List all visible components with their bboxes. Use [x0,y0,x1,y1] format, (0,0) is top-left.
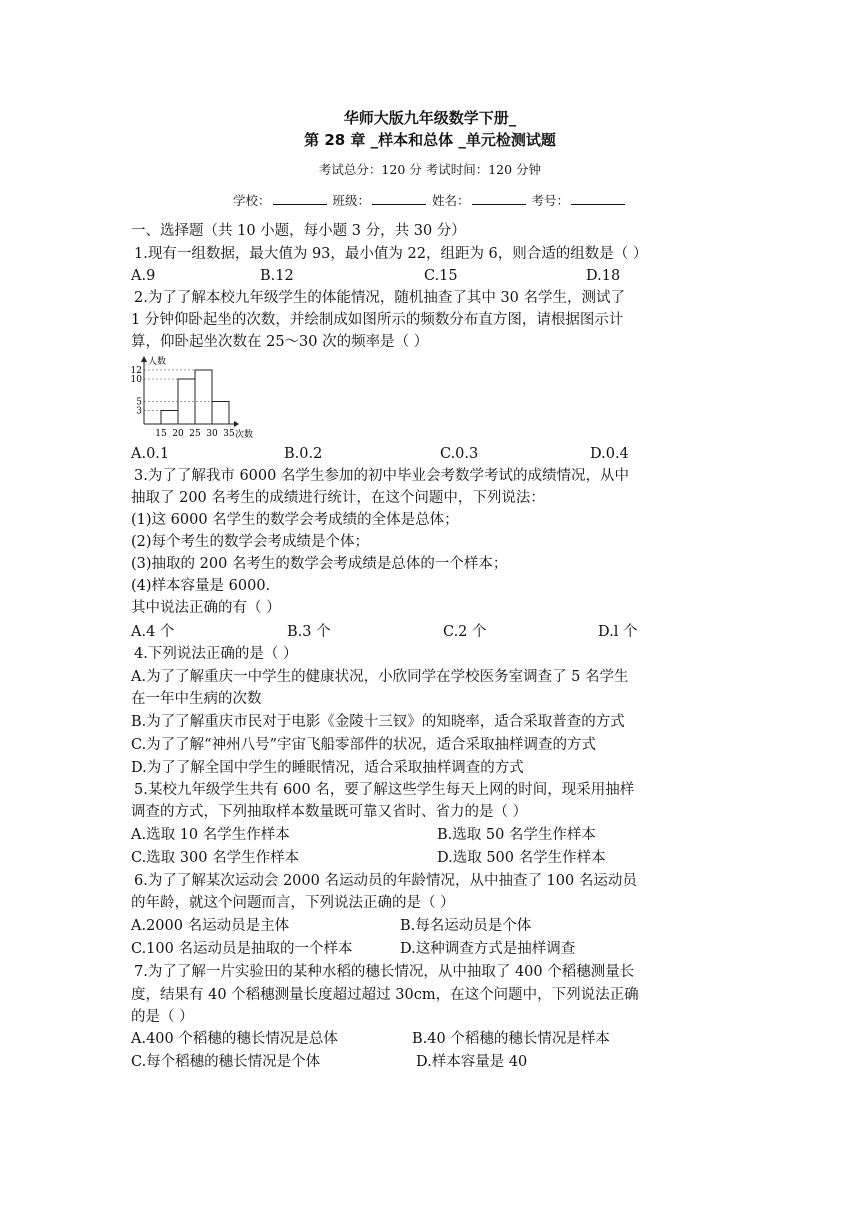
school-label: 学校： [232,193,271,208]
q4-option-a-line-2: 在一年中生病的次数 [131,691,262,707]
q7-option-a: A.400 个稻穗的穗长情况是总体 [131,1031,338,1047]
q1-option-d: D.18 [586,268,621,284]
q3-line-2: 抽取了 200 名考生的成绩进行统计，在这个问题中，下列说法： [131,490,545,506]
q3-statement-3: (3)抽取的 200 名考生的数学会考成绩是总体的一个样本； [131,556,508,572]
q3-statement-4: (4)样本容量是 6000. [131,578,271,594]
q6-option-a: A.2000 名运动员是主体 [131,918,290,934]
histogram-x-label: 次数 [235,430,254,440]
number-label: 考号： [531,193,569,208]
histogram-bar-0 [161,411,178,425]
q5-line-2: 调查的方式，下列抽取样本数量既可靠又省时、省力的是（ ） [131,804,528,820]
q1-option-c: C.15 [424,268,458,284]
q6-option-c: C.100 名运动员是抽取的一个样本 [131,941,353,957]
histogram-x-arrow [234,421,239,427]
q4-stem: 4.下列说法正确的是（ ） [134,646,298,662]
class-label: 班级： [332,193,370,208]
q3-statement-1: (1)这 6000 名学生的数学会考成绩的全体是总体； [131,512,459,528]
frequency-histogram [128,354,268,444]
q3-option-c: C.2 个 [443,624,487,640]
q5-option-d: D.选取 500 名学生作样本 [437,850,606,866]
q7-option-c: C.每个稻穗的穗长情况是个体 [131,1054,321,1070]
q3-option-a: A.4 个 [131,624,175,640]
q4-option-a-line-1: A.为了了解重庆一中学生的健康状况，小欣同学在学校医务室调查了 5 名学生 [131,669,629,685]
q6-line-2: 的年龄，就这个问题而言，下列说法正确的是（ ） [131,895,455,911]
q2-option-c: C.0.3 [440,446,479,462]
q5-option-b: B.选取 50 名学生作样本 [437,827,596,843]
q6-line-1: 6.为了了解某次运动会 2000 名运动员的年龄情况，从中抽查了 100 名运动员 [134,873,637,889]
q2-line-1: 2.为了了解本校九年级学生的体能情况，随机抽查了其中 30 名学生，测试了 [134,290,626,306]
q2-line-3: 算，仰卧起坐次数在 25～30 次的频率是（ ） [131,334,429,350]
q7-line-3: 的是（ ） [131,1009,194,1025]
histogram-x-tick-3: 30 [206,429,218,439]
q1-option-a: A.9 [131,268,156,284]
q5-option-c: C.选取 300 名学生作样本 [131,850,300,866]
q3-statement-2: (2)每个考生的数学会考成绩是个体； [131,534,370,550]
q7-line-1: 7.为了了解一片实验田的某种水稻的穗长情况，从中抽取了 400 个稻穗测量长 [134,964,635,980]
q4-option-c: C.为了了解“神州八号”宇宙飞船零部件的状况，适合采取抽样调查的方式 [131,737,597,753]
histogram-x-tick-1: 20 [172,429,184,439]
q1-option-b: B.12 [260,268,294,284]
exam-info: 考试总分：120 分 考试时间：120 分钟 [318,162,542,177]
histogram-bar-3 [212,402,229,425]
q3-option-d: D.l 个 [598,624,638,640]
q2-option-b: B.0.2 [284,446,323,462]
class-blank [372,192,426,205]
q3-option-b: B.3 个 [287,624,331,640]
histogram-y-tick-0: 3 [136,406,142,417]
name-label: 姓名： [431,193,470,208]
q7-option-d: D.样本容量是 40 [416,1054,528,1070]
histogram-y-tick-3: 12 [130,366,142,376]
name-blank [472,192,526,205]
student-info-row [0,191,860,209]
title-line-1: 华师大版九年级数学下册_ [343,109,517,127]
histogram-x-tick-0: 15 [155,429,167,439]
q7-option-b: B.40 个稻穗的穗长情况是样本 [412,1031,610,1047]
histogram-bar-2 [195,370,212,424]
school-blank [273,192,327,205]
q2-line-2: 1 分钟仰卧起坐的次数，并绘制成如图所示的频数分布直方图，请根据图示计 [131,312,624,328]
q4-option-b: B.为了了解重庆市民对于电影《金陵十三钗》的知晓率，适合采取普查的方式 [131,714,625,730]
section-heading: 一、选择题（共 10 小题，每小题 3 分，共 30 分） [131,223,466,239]
histogram-x-tick-2: 25 [189,429,201,439]
q6-option-b: B.每名运动员是个体 [400,918,532,934]
q6-option-d: D.这种调查方式是抽样调查 [400,941,576,957]
histogram-y-tick-1: 5 [136,397,142,408]
q3-line-1: 3.为了了解我市 6000 名学生参加的初中毕业会考数学考试的成绩情况，从中 [134,468,629,484]
q2-option-d: D.0.4 [590,446,629,462]
number-blank [571,192,625,205]
histogram-y-tick-2: 10 [130,375,142,385]
histogram-y-arrow [141,356,147,362]
q5-line-1: 5.某校九年级学生共有 600 名，要了解这些学生每天上网的时间，现采用抽样 [134,782,635,798]
q4-option-d: D.为了了解全国中学生的睡眠情况，适合采取抽样调查的方式 [131,760,524,776]
q7-line-2: 度，结果有 40 个稻穗测量长度超过超过 30cm，在这个问题中，下列说法正确 [131,987,639,1003]
q3-ask: 其中说法正确的有（ ） [131,600,281,616]
q1-stem: 1.现有一组数据，最大值为 93，最小值为 22，组距为 6，则合适的组数是（ ） [134,246,648,262]
histogram-y-label: 人数 [148,357,167,367]
histogram-x-tick-4: 35 [223,429,235,439]
title-line-2: 第 28 章 _样本和总体 _单元检测试题 [304,131,556,149]
q2-option-a: A.0.1 [131,446,170,462]
q5-option-a: A.选取 10 名学生作样本 [131,827,290,843]
